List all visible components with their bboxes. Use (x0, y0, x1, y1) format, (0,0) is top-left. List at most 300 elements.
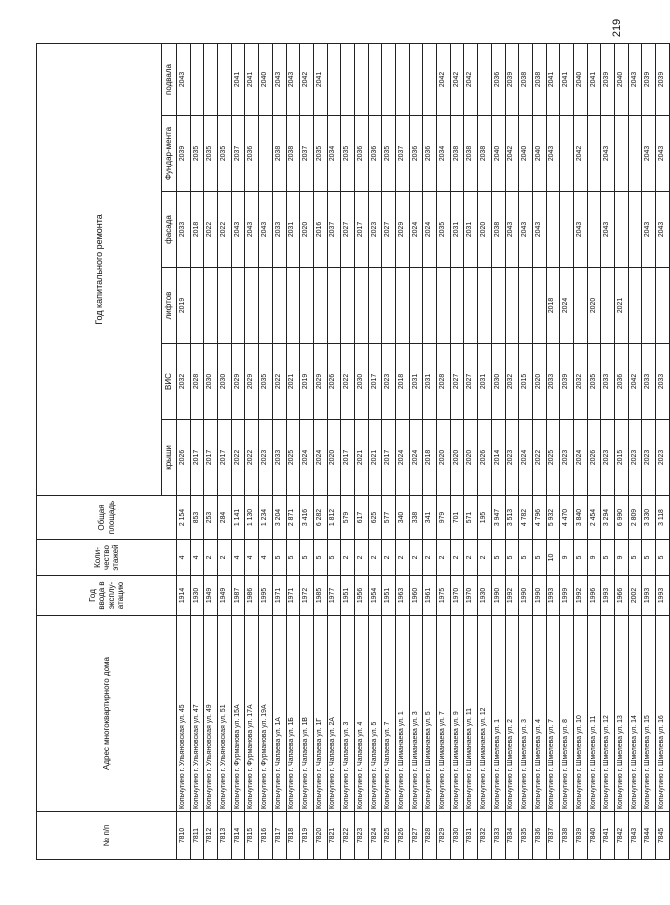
row-facade: 2033 (272, 192, 286, 268)
row-basement (382, 43, 396, 115)
header-num: № п/п (37, 812, 177, 860)
row-lifts: 2019 (177, 268, 191, 344)
table-row (190, 43, 204, 859)
subheader-roof: крыши (162, 420, 177, 496)
row-area: 6 282 (313, 496, 327, 540)
row-basement (478, 43, 492, 115)
row-num: 7821 (327, 812, 341, 860)
row-basement: 2039 (642, 43, 656, 115)
row-facade: 2043 (573, 192, 587, 268)
table-row (327, 43, 341, 859)
row-area: 284 (218, 496, 232, 540)
row-facade: 2022 (218, 192, 232, 268)
row-facade: 2035 (437, 192, 451, 268)
row-basement: 2036 (491, 43, 505, 115)
row-roof: 2023 (642, 420, 656, 496)
row-vis: 2018 (396, 344, 410, 420)
row-foundation: 2040 (519, 116, 533, 192)
row-basement (190, 43, 204, 115)
row-floors: 5 (313, 540, 327, 576)
table-row (464, 43, 478, 859)
row-foundation: 2036 (409, 116, 423, 192)
row-address: Копьчугино г. Чапаева ул. 7 (382, 616, 396, 812)
row-floors: 5 (300, 540, 314, 576)
row-facade (560, 192, 574, 268)
row-area: 4 470 (560, 496, 574, 540)
row-facade: 2038 (491, 192, 505, 268)
row-floors: 2 (437, 540, 451, 576)
table-row (450, 43, 464, 859)
table-row (368, 43, 382, 859)
row-vis: 2033 (546, 344, 560, 420)
row-address: Копьчугино г. Фурманова ул. 19А (259, 616, 273, 812)
row-facade: 2033 (177, 192, 191, 268)
page-number: 219 (610, 18, 623, 38)
row-roof: 2024 (409, 420, 423, 496)
row-floors: 5 (656, 540, 670, 576)
table-row (286, 43, 300, 859)
row-basement: 2043 (177, 43, 191, 115)
row-foundation: 2035 (382, 116, 396, 192)
row-roof: 2014 (491, 420, 505, 496)
row-address: Копьчугино г. Шмелева ул. 11 (587, 616, 601, 812)
table-row (505, 43, 519, 859)
row-vis: 2031 (423, 344, 437, 420)
row-num: 7815 (245, 812, 259, 860)
row-vis: 2020 (532, 344, 546, 420)
row-roof: 2017 (218, 420, 232, 496)
row-vis: 2031 (409, 344, 423, 420)
row-year-built: 1992 (573, 576, 587, 616)
row-facade: 2017 (354, 192, 368, 268)
row-facade: 2031 (450, 192, 464, 268)
table-row (560, 43, 574, 859)
row-year-built: 2002 (628, 576, 642, 616)
row-roof: 2023 (628, 420, 642, 496)
row-address: Копьчугино г. Шиманаева ул. 7 (437, 616, 451, 812)
row-address: Копьчугино г. Чапаева ул. 1В (300, 616, 314, 812)
table-row (519, 43, 533, 859)
row-facade (628, 192, 642, 268)
table-row (532, 43, 546, 859)
row-area: 6 990 (615, 496, 629, 540)
row-roof: 2021 (354, 420, 368, 496)
row-basement: 2042 (464, 43, 478, 115)
row-facade: 2031 (286, 192, 300, 268)
row-lifts (204, 268, 218, 344)
row-num: 7838 (560, 812, 574, 860)
subheader-basement: подвала (162, 43, 177, 115)
row-floors: 2 (423, 540, 437, 576)
row-foundation: 2035 (218, 116, 232, 192)
row-year-built: 1993 (656, 576, 670, 616)
row-vis: 2028 (190, 344, 204, 420)
row-year-built: 1949 (218, 576, 232, 616)
row-lifts (464, 268, 478, 344)
row-floors: 2 (218, 540, 232, 576)
row-num: 7839 (573, 812, 587, 860)
row-roof: 2020 (450, 420, 464, 496)
row-address: Копьчугино г. Шиманаева ул. 9 (450, 616, 464, 812)
row-year-built: 1951 (341, 576, 355, 616)
table-row (437, 43, 451, 859)
row-area: 2 154 (177, 496, 191, 540)
row-floors: 2 (396, 540, 410, 576)
row-floors: 4 (245, 540, 259, 576)
row-foundation (615, 116, 629, 192)
row-lifts (313, 268, 327, 344)
row-foundation: 2035 (190, 116, 204, 192)
table-row (491, 43, 505, 859)
row-roof: 2024 (300, 420, 314, 496)
row-vis: 2023 (382, 344, 396, 420)
row-floors: 10 (546, 540, 560, 576)
row-basement (354, 43, 368, 115)
row-roof: 2024 (313, 420, 327, 496)
row-lifts (231, 268, 245, 344)
row-address: Копьчугино г. Чапаева ул. 1А (272, 616, 286, 812)
row-roof: 2020 (327, 420, 341, 496)
row-lifts (368, 268, 382, 344)
row-vis: 2032 (573, 344, 587, 420)
table-row (656, 43, 670, 859)
row-facade: 2043 (656, 192, 670, 268)
row-address: Копьчугино г. Шмелева ул. 12 (601, 616, 615, 812)
row-basement: 2042 (437, 43, 451, 115)
row-roof: 2015 (615, 420, 629, 496)
row-area: 3 840 (573, 496, 587, 540)
row-lifts (341, 268, 355, 344)
row-vis: 2029 (231, 344, 245, 420)
table-row (354, 43, 368, 859)
row-foundation: 2038 (450, 116, 464, 192)
row-lifts (628, 268, 642, 344)
row-address: Копьчугино г. Шмелева ул. 13 (615, 616, 629, 812)
subheader-facade: фасада (162, 192, 177, 268)
row-floors: 4 (177, 540, 191, 576)
row-foundation: 2037 (396, 116, 410, 192)
row-basement (204, 43, 218, 115)
row-area: 5 932 (546, 496, 560, 540)
row-foundation (560, 116, 574, 192)
row-lifts (423, 268, 437, 344)
row-basement: 2039 (505, 43, 519, 115)
row-area: 979 (437, 496, 451, 540)
row-area: 1 812 (327, 496, 341, 540)
row-basement: 2038 (532, 43, 546, 115)
row-roof: 2017 (190, 420, 204, 496)
row-basement (423, 43, 437, 115)
row-facade: 2037 (327, 192, 341, 268)
row-foundation: 2036 (423, 116, 437, 192)
row-vis: 2036 (615, 344, 629, 420)
row-roof: 2023 (656, 420, 670, 496)
row-lifts (327, 268, 341, 344)
table-row (259, 43, 273, 859)
row-foundation (628, 116, 642, 192)
row-facade (587, 192, 601, 268)
row-num: 7842 (615, 812, 629, 860)
row-vis: 2035 (587, 344, 601, 420)
row-num: 7844 (642, 812, 656, 860)
row-foundation: 2040 (532, 116, 546, 192)
row-area: 571 (464, 496, 478, 540)
row-foundation: 2042 (573, 116, 587, 192)
row-lifts (409, 268, 423, 344)
table-row (218, 43, 232, 859)
row-year-built: 1972 (300, 576, 314, 616)
row-year-built: 1977 (327, 576, 341, 616)
row-address: Копьчугино г. Шиманаева ул. 5 (423, 616, 437, 812)
row-num: 7841 (601, 812, 615, 860)
row-floors: 4 (259, 540, 273, 576)
row-year-built: 1971 (272, 576, 286, 616)
row-floors: 2 (354, 540, 368, 576)
row-year-built: 1992 (505, 576, 519, 616)
row-foundation: 2040 (491, 116, 505, 192)
row-floors: 5 (519, 540, 533, 576)
row-basement (327, 43, 341, 115)
row-floors: 2 (382, 540, 396, 576)
row-year-built: 1914 (177, 576, 191, 616)
row-area: 4 796 (532, 496, 546, 540)
row-floors: 4 (190, 540, 204, 576)
row-foundation (587, 116, 601, 192)
row-basement: 2043 (286, 43, 300, 115)
row-floors: 5 (272, 540, 286, 576)
row-area: 1 234 (259, 496, 273, 540)
row-roof: 2025 (546, 420, 560, 496)
row-num: 7816 (259, 812, 273, 860)
header-year-built: Год ввода в эксплу-атацию (37, 576, 177, 616)
row-floors: 2 (409, 540, 423, 576)
row-num: 7829 (437, 812, 451, 860)
capital-repair-table (36, 43, 670, 860)
row-lifts: 2024 (560, 268, 574, 344)
row-vis: 2033 (642, 344, 656, 420)
row-year-built: 1985 (313, 576, 327, 616)
row-floors: 9 (615, 540, 629, 576)
row-area: 617 (354, 496, 368, 540)
row-year-built: 1956 (354, 576, 368, 616)
row-basement: 2042 (450, 43, 464, 115)
table-row (272, 43, 286, 859)
row-year-built: 1993 (601, 576, 615, 616)
row-address: Копьчугино г. Шмелева ул. 1 (491, 616, 505, 812)
row-basement: 2042 (300, 43, 314, 115)
row-address: Копьчугино г. Чапаева ул. 1Б (286, 616, 300, 812)
row-facade: 2043 (532, 192, 546, 268)
row-floors: 5 (573, 540, 587, 576)
row-basement: 2041 (313, 43, 327, 115)
row-vis: 2022 (272, 344, 286, 420)
row-year-built: 1996 (587, 576, 601, 616)
row-lifts (218, 268, 232, 344)
row-foundation: 2034 (327, 116, 341, 192)
row-roof: 2024 (519, 420, 533, 496)
row-year-built: 1930 (478, 576, 492, 616)
row-vis: 2027 (450, 344, 464, 420)
row-foundation: 2036 (354, 116, 368, 192)
row-vis: 2030 (218, 344, 232, 420)
row-vis: 2035 (259, 344, 273, 420)
row-lifts (190, 268, 204, 344)
row-roof: 2018 (423, 420, 437, 496)
row-lifts (245, 268, 259, 344)
row-year-built: 1951 (382, 576, 396, 616)
row-roof: 2024 (396, 420, 410, 496)
row-roof: 2024 (573, 420, 587, 496)
row-address: Копьчугино г. Фурманова ул. 17А (245, 616, 259, 812)
row-num: 7828 (423, 812, 437, 860)
row-year-built: 1990 (519, 576, 533, 616)
row-year-built: 1963 (396, 576, 410, 616)
row-lifts (396, 268, 410, 344)
row-basement: 2038 (519, 43, 533, 115)
row-address: Копьчугино г. Шмелева ул. 15 (642, 616, 656, 812)
row-num: 7817 (272, 812, 286, 860)
row-vis: 2032 (505, 344, 519, 420)
row-facade (615, 192, 629, 268)
table-body (177, 43, 670, 859)
row-foundation: 2043 (656, 116, 670, 192)
row-year-built: 1954 (368, 576, 382, 616)
table-row (642, 43, 656, 859)
row-foundation: 2043 (546, 116, 560, 192)
row-vis: 2039 (560, 344, 574, 420)
row-floors: 5 (286, 540, 300, 576)
row-foundation: 2035 (313, 116, 327, 192)
row-num: 7818 (286, 812, 300, 860)
table-row (177, 43, 191, 859)
row-vis: 2027 (464, 344, 478, 420)
row-lifts (491, 268, 505, 344)
table-row (300, 43, 314, 859)
table-row (245, 43, 259, 859)
row-facade: 2043 (231, 192, 245, 268)
row-vis: 2031 (478, 344, 492, 420)
row-basement (341, 43, 355, 115)
row-basement: 2043 (272, 43, 286, 115)
row-basement (409, 43, 423, 115)
row-area: 3 294 (601, 496, 615, 540)
row-facade: 2027 (382, 192, 396, 268)
row-num: 7814 (231, 812, 245, 860)
row-floors: 5 (642, 540, 656, 576)
header-repair-year: Год капитального ремонта (37, 43, 162, 495)
row-lifts (272, 268, 286, 344)
row-num: 7811 (190, 812, 204, 860)
row-vis: 2042 (628, 344, 642, 420)
row-year-built: 1960 (409, 576, 423, 616)
row-address: Копьчугино г. Чапаева ул. 5 (368, 616, 382, 812)
subheader-lifts: лифтов (162, 268, 177, 344)
row-basement: 2039 (656, 43, 670, 115)
row-foundation (259, 116, 273, 192)
row-num: 7822 (341, 812, 355, 860)
table-row (423, 43, 437, 859)
row-foundation: 2038 (478, 116, 492, 192)
row-lifts (519, 268, 533, 344)
row-foundation: 2035 (204, 116, 218, 192)
row-roof: 2026 (177, 420, 191, 496)
row-facade: 2024 (409, 192, 423, 268)
row-address: Копьчугино г. Ульяновская ул. 47 (190, 616, 204, 812)
table-row (396, 43, 410, 859)
row-roof: 2026 (587, 420, 601, 496)
row-num: 7819 (300, 812, 314, 860)
row-lifts (300, 268, 314, 344)
row-floors: 4 (231, 540, 245, 576)
row-foundation: 2039 (177, 116, 191, 192)
table-row (628, 43, 642, 859)
row-vis: 2019 (300, 344, 314, 420)
row-vis: 2032 (177, 344, 191, 420)
row-area: 2 871 (286, 496, 300, 540)
row-address: Копьчугино г. Фурманова ул. 15А (231, 616, 245, 812)
table-row (573, 43, 587, 859)
row-area: 577 (382, 496, 396, 540)
table-row (231, 43, 245, 859)
row-vis: 2030 (491, 344, 505, 420)
row-basement: 2041 (245, 43, 259, 115)
row-num: 7834 (505, 812, 519, 860)
row-facade: 2029 (396, 192, 410, 268)
row-area: 853 (190, 496, 204, 540)
row-facade: 2016 (313, 192, 327, 268)
row-basement: 2040 (573, 43, 587, 115)
row-roof: 2023 (259, 420, 273, 496)
row-area: 625 (368, 496, 382, 540)
header-address: Адрес многоквартирного дома (37, 616, 177, 812)
row-area: 3 513 (505, 496, 519, 540)
row-lifts: 2020 (587, 268, 601, 344)
table-row (601, 43, 615, 859)
row-facade: 2020 (478, 192, 492, 268)
row-lifts: 2021 (615, 268, 629, 344)
row-lifts (532, 268, 546, 344)
row-roof: 2017 (382, 420, 396, 496)
row-year-built: 1986 (245, 576, 259, 616)
row-area: 341 (423, 496, 437, 540)
row-basement: 2041 (231, 43, 245, 115)
row-lifts (656, 268, 670, 344)
row-facade: 2022 (204, 192, 218, 268)
table-row (409, 43, 423, 859)
row-num: 7810 (177, 812, 191, 860)
row-facade: 2043 (601, 192, 615, 268)
row-floors: 2 (341, 540, 355, 576)
row-num: 7827 (409, 812, 423, 860)
row-area: 3 204 (272, 496, 286, 540)
row-foundation: 2043 (601, 116, 615, 192)
row-vis: 2033 (601, 344, 615, 420)
subheader-foundation: Фундар-мента (162, 116, 177, 192)
row-year-built: 1993 (546, 576, 560, 616)
row-address: Копьчугино г. Ульяновская ул. 45 (177, 616, 191, 812)
row-address: Копьчугино г. Ульяновская ул. 51 (218, 616, 232, 812)
row-roof: 2021 (368, 420, 382, 496)
table-row (615, 43, 629, 859)
row-vis: 2026 (327, 344, 341, 420)
row-area: 3 330 (642, 496, 656, 540)
row-floors: 5 (491, 540, 505, 576)
row-area: 3 416 (300, 496, 314, 540)
row-vis: 2028 (437, 344, 451, 420)
row-area: 1 130 (245, 496, 259, 540)
table-row (478, 43, 492, 859)
table-row (313, 43, 327, 859)
